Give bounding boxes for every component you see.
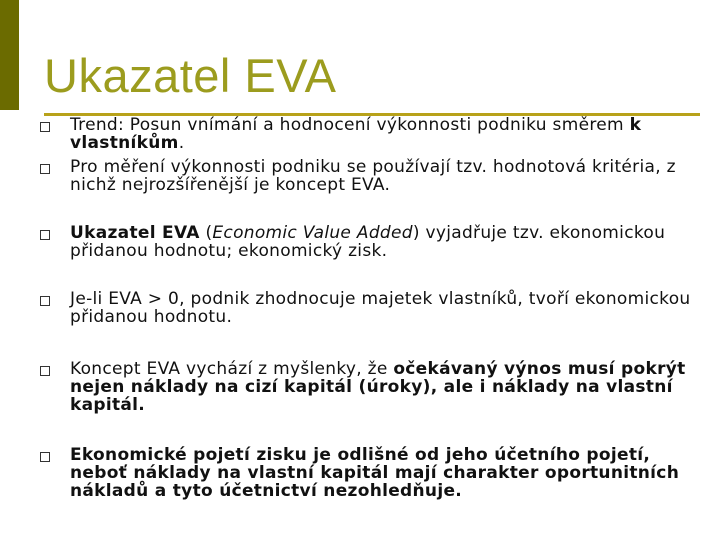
bullet-text [70, 446, 700, 500]
text-run: Trend: Posun vnímání a hodnocení výkonnosti podniku směrem [70, 115, 630, 135]
text-run: ( [199, 223, 213, 243]
text-run-bold: Ukazatel EVA [70, 223, 200, 243]
square-bullet-icon [40, 296, 50, 306]
square-bullet-icon [40, 366, 50, 376]
text-run-bold: Ekonomické pojetí zisku je odlišné od jeho účetního pojetí, neboť náklady na vlastní kapitál mají charakter oportunitních nákladů a tyto účetnictví nezohledňuje. [70, 445, 680, 501]
side-accent-bar-lower [0, 110, 19, 540]
bullet-text [70, 116, 700, 152]
text-run: Koncept EVA vychází z myšlenky, že [70, 359, 394, 379]
text-run: Je-li EVA > 0, podnik zhodnocuje majetek vlastníků, tvoří ekonomickou přidanou hodnotu. [70, 289, 691, 327]
text-run: Pro měření výkonnosti podniku se používají tzv. hodnotová kritéria, z nichž nejrozšířenější je koncept EVA. [70, 157, 676, 195]
bullet-text [70, 360, 700, 414]
square-bullet-icon [40, 452, 50, 462]
bullet-text [70, 290, 700, 326]
square-bullet-icon [40, 230, 50, 240]
slide-title: Ukazatel EVA [44, 49, 337, 102]
bullet-text [70, 158, 700, 194]
text-run-italic: Economic Value Added [212, 223, 413, 243]
text-run-bold: očekávaný výnos musí pokrýt nejen náklady na cizí kapitál (úroky), ale i náklady na vlastní kapitál. [70, 359, 686, 415]
text-run-bold: k vlastníkům [70, 115, 642, 153]
square-bullet-icon [40, 122, 50, 132]
text-run: ) vyjadřuje tzv. ekonomickou přidanou hodnotu; ekonomický zisk. [70, 223, 666, 261]
text-run: . [178, 133, 185, 153]
bullet-text [70, 224, 700, 260]
square-bullet-icon [40, 164, 50, 174]
